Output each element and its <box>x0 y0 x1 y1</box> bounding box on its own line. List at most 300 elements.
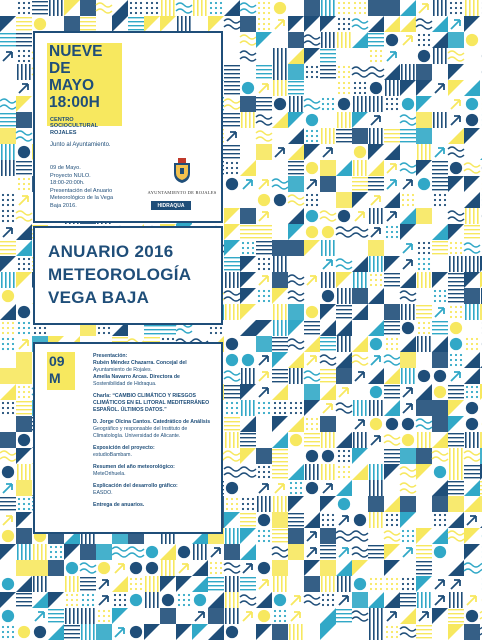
pattern-shape <box>2 626 4 628</box>
pattern-shape <box>7 210 9 212</box>
pattern-shape <box>224 99 240 109</box>
pattern-shape <box>461 464 463 480</box>
pattern-shape <box>338 476 340 478</box>
pattern-shape <box>268 23 270 25</box>
pattern-shape <box>380 578 382 580</box>
pattern-shape <box>263 258 265 260</box>
pattern-shape <box>243 180 252 189</box>
pattern-shape <box>258 300 260 302</box>
pattern-shape <box>226 482 238 494</box>
pattern-shape <box>0 16 16 32</box>
pattern-shape <box>224 77 240 78</box>
pattern-shape <box>320 69 336 70</box>
pattern-shape <box>444 300 446 302</box>
pattern-shape <box>368 553 384 554</box>
pattern-shape <box>128 17 144 18</box>
pattern-shape <box>457 448 459 464</box>
pattern-shape <box>0 509 16 510</box>
pattern-shape <box>18 2 20 4</box>
pattern-shape <box>112 0 128 16</box>
pattern-shape <box>428 332 430 334</box>
pattern-shape <box>416 400 432 416</box>
pattern-shape <box>365 160 367 176</box>
pattern-shape <box>416 448 432 464</box>
pattern-shape <box>144 333 160 334</box>
pattern-shape <box>439 300 441 302</box>
pattern-shape <box>73 576 75 592</box>
pattern-shape <box>18 258 20 260</box>
pattern-shape <box>115 564 124 573</box>
pattern-shape <box>386 108 388 110</box>
pattern-shape <box>242 498 244 500</box>
pattern-shape <box>215 332 217 334</box>
pattern-shape <box>18 7 20 9</box>
pattern-shape <box>423 44 425 46</box>
pattern-shape <box>2 578 14 590</box>
detail-line: Presentación del Anuario <box>50 187 113 194</box>
pattern-shape <box>435 308 444 317</box>
pattern-shape <box>306 482 318 494</box>
pattern-shape <box>332 604 334 606</box>
pattern-shape <box>417 144 419 160</box>
pattern-shape <box>400 141 416 142</box>
pattern-shape <box>16 165 32 166</box>
pattern-shape <box>2 327 4 329</box>
pattern-shape <box>421 144 423 160</box>
pattern-shape <box>119 599 121 601</box>
pattern-shape <box>240 3 256 13</box>
pattern-shape <box>444 295 446 297</box>
pattern-shape <box>336 192 352 208</box>
pattern-shape <box>210 332 212 334</box>
pattern-shape <box>295 402 297 404</box>
pattern-shape <box>224 113 240 114</box>
pattern-shape <box>9 144 11 160</box>
pattern-shape <box>434 386 446 398</box>
pattern-shape <box>370 338 382 350</box>
pattern-shape <box>253 112 255 128</box>
pattern-shape <box>428 247 430 249</box>
pattern-shape <box>307 548 316 557</box>
pattern-shape <box>400 291 416 301</box>
pattern-shape <box>416 561 432 562</box>
pattern-shape <box>412 204 414 206</box>
pattern-shape <box>322 604 324 606</box>
pattern-shape <box>336 227 352 237</box>
pattern-shape <box>240 521 256 522</box>
pattern-shape <box>354 82 356 84</box>
pattern-shape <box>28 263 30 265</box>
pattern-shape <box>354 2 356 4</box>
pattern-shape <box>337 576 339 592</box>
pattern-shape <box>450 306 452 308</box>
pattern-shape <box>304 371 320 381</box>
program-line: Amelia Navarro Arcas. Directora de <box>93 374 180 381</box>
pattern-shape <box>371 436 380 445</box>
pattern-shape <box>288 176 304 192</box>
pattern-shape <box>400 496 416 512</box>
pattern-shape <box>304 0 320 16</box>
pattern-shape <box>416 419 432 429</box>
pattern-shape <box>466 418 478 430</box>
pattern-shape <box>169 0 171 16</box>
pattern-shape <box>256 233 272 234</box>
pattern-shape <box>337 288 339 304</box>
pattern-shape <box>377 512 379 528</box>
pattern-shape <box>455 354 457 356</box>
pattern-shape <box>359 92 361 94</box>
pattern-shape <box>151 2 153 4</box>
pattern-shape <box>402 583 404 585</box>
pattern-shape <box>272 377 288 378</box>
pattern-shape <box>316 71 318 73</box>
pattern-shape <box>441 48 443 64</box>
pattern-shape <box>64 633 80 634</box>
pattern-shape <box>457 592 459 608</box>
pattern-shape <box>352 547 368 557</box>
pattern-shape <box>460 247 462 249</box>
pattern-shape <box>403 260 412 269</box>
pattern-shape <box>215 572 217 574</box>
pattern-shape <box>320 320 336 336</box>
pattern-shape <box>396 103 398 105</box>
pattern-shape <box>329 464 331 480</box>
pattern-shape <box>370 82 382 94</box>
pattern-shape <box>375 284 377 286</box>
pattern-shape <box>37 576 39 592</box>
pattern-shape <box>81 608 83 624</box>
pattern-shape <box>423 247 425 249</box>
pattern-shape <box>434 300 436 302</box>
pattern-shape <box>444 290 446 292</box>
pattern-shape <box>23 332 25 334</box>
pattern-shape <box>369 464 371 480</box>
pattern-shape <box>352 448 368 464</box>
pattern-shape <box>161 0 163 16</box>
pattern-shape <box>273 496 275 512</box>
pattern-shape <box>332 103 334 105</box>
pattern-shape <box>365 96 367 112</box>
pattern-shape <box>365 400 367 416</box>
pattern-shape <box>400 483 416 493</box>
date-line: NUEVE <box>49 43 103 60</box>
pattern-shape <box>396 636 398 638</box>
pattern-shape <box>306 140 308 142</box>
pattern-shape <box>259 356 268 365</box>
pattern-shape <box>389 80 391 96</box>
pattern-shape <box>337 336 339 352</box>
pattern-shape <box>370 578 372 580</box>
pattern-shape <box>435 148 444 157</box>
pattern-shape <box>1 144 3 160</box>
pattern-shape <box>355 212 364 221</box>
pattern-shape <box>343 92 345 94</box>
pattern-shape <box>437 112 439 128</box>
pattern-shape <box>256 69 272 70</box>
pattern-shape <box>285 48 287 64</box>
pattern-shape <box>321 432 323 448</box>
pattern-shape <box>285 80 287 96</box>
pattern-shape <box>259 212 268 221</box>
pattern-shape <box>405 304 407 320</box>
pattern-shape <box>343 76 345 78</box>
pattern-shape <box>332 599 334 601</box>
pattern-shape <box>240 96 256 112</box>
pattern-shape <box>416 128 432 144</box>
pattern-shape <box>397 80 399 96</box>
pattern-shape <box>13 272 15 288</box>
pattern-shape <box>144 325 160 326</box>
pattern-shape <box>233 304 235 320</box>
pattern-shape <box>247 247 249 249</box>
pattern-shape <box>165 0 167 16</box>
pattern-shape <box>258 562 270 574</box>
pattern-shape <box>464 243 480 253</box>
pattern-shape <box>412 535 414 537</box>
program-label: Explicación del desarrollo gráfico: <box>93 483 178 490</box>
pattern-shape <box>305 464 307 480</box>
pattern-shape <box>307 180 316 189</box>
pattern-shape <box>229 592 231 608</box>
pattern-shape <box>322 599 324 601</box>
pattern-shape <box>103 620 105 622</box>
pattern-shape <box>352 256 368 272</box>
pattern-shape <box>114 599 116 601</box>
pattern-shape <box>322 594 324 596</box>
pattern-shape <box>373 512 375 528</box>
pattern-shape <box>416 208 432 224</box>
pattern-shape <box>320 53 336 54</box>
pattern-shape <box>386 626 388 628</box>
pattern-shape <box>135 583 137 585</box>
pattern-shape <box>384 277 400 278</box>
pattern-shape <box>16 240 32 256</box>
pattern-shape <box>25 464 27 480</box>
pattern-shape <box>307 356 316 365</box>
pattern-shape <box>16 605 32 606</box>
pattern-shape <box>297 368 299 384</box>
pattern-shape <box>370 588 372 590</box>
pattern-shape <box>268 263 270 265</box>
pattern-shape <box>226 167 228 169</box>
pattern-shape <box>384 385 400 386</box>
pattern-shape <box>343 450 345 452</box>
pattern-shape <box>304 329 320 330</box>
pattern-shape <box>444 199 446 201</box>
pattern-shape <box>338 210 350 222</box>
pattern-shape <box>341 32 343 48</box>
pattern-shape <box>384 256 400 272</box>
pattern-shape <box>69 608 71 624</box>
pattern-shape <box>352 67 368 77</box>
pattern-shape <box>272 547 288 557</box>
pattern-shape <box>321 272 323 288</box>
pattern-shape <box>0 121 16 122</box>
program-line: estudioBambam. <box>93 452 132 459</box>
pattern-shape <box>231 498 233 500</box>
pattern-shape <box>352 112 368 128</box>
pattern-shape <box>325 576 327 592</box>
pattern-shape <box>28 503 30 505</box>
pattern-shape <box>329 240 331 256</box>
pattern-shape <box>316 66 318 68</box>
pattern-shape <box>242 354 254 366</box>
pattern-shape <box>320 549 336 550</box>
pattern-shape <box>402 194 404 196</box>
pattern-shape <box>231 508 233 510</box>
pattern-shape <box>352 177 368 178</box>
pattern-shape <box>268 402 270 404</box>
pattern-shape <box>469 432 471 448</box>
pattern-shape <box>396 524 398 526</box>
pattern-shape <box>354 514 366 526</box>
pattern-shape <box>473 208 475 224</box>
pattern-shape <box>146 562 158 574</box>
pattern-shape <box>386 236 388 238</box>
pattern-shape <box>258 2 260 4</box>
pattern-shape <box>80 589 96 590</box>
pattern-shape <box>240 16 256 32</box>
pattern-shape <box>333 432 335 448</box>
pattern-shape <box>18 268 20 270</box>
pattern-shape <box>332 514 334 516</box>
pattern-shape <box>25 544 27 560</box>
pattern-shape <box>258 12 260 14</box>
pattern-shape <box>417 432 419 448</box>
pattern-shape <box>421 272 423 288</box>
pattern-shape <box>16 401 32 402</box>
pattern-shape <box>249 368 251 384</box>
pattern-shape <box>448 289 464 290</box>
pattern-shape <box>258 407 260 409</box>
pattern-shape <box>268 471 270 473</box>
pattern-shape <box>231 402 233 404</box>
pattern-shape <box>407 535 409 537</box>
pattern-shape <box>435 580 444 589</box>
pattern-shape <box>256 249 272 250</box>
pattern-shape <box>5 272 7 288</box>
pattern-shape <box>400 272 416 288</box>
pattern-shape <box>240 467 256 477</box>
pattern-shape <box>259 84 268 93</box>
pattern-shape <box>391 236 393 238</box>
pattern-shape <box>258 268 260 270</box>
pattern-shape <box>396 236 398 238</box>
pattern-shape <box>464 288 480 304</box>
pattern-shape <box>369 480 371 496</box>
pattern-shape <box>321 128 323 144</box>
pattern-shape <box>252 252 254 254</box>
pattern-shape <box>428 252 430 254</box>
pattern-shape <box>99 580 108 589</box>
pattern-shape <box>130 588 132 590</box>
pattern-shape <box>306 450 318 462</box>
pattern-shape <box>2 412 4 414</box>
pattern-shape <box>341 288 343 304</box>
pattern-shape <box>275 148 284 157</box>
pattern-shape <box>18 391 20 393</box>
pattern-shape <box>453 592 455 608</box>
pattern-shape <box>181 16 183 32</box>
pattern-shape <box>466 114 478 126</box>
pattern-shape <box>416 528 432 544</box>
pattern-shape <box>368 549 384 550</box>
pattern-shape <box>210 12 212 14</box>
pattern-shape <box>172 338 174 340</box>
pattern-shape <box>162 338 164 340</box>
pattern-shape <box>272 457 288 458</box>
title-line: ANUARIO 2016 <box>48 242 174 261</box>
pattern-shape <box>281 80 283 96</box>
pattern-shape <box>320 381 336 382</box>
pattern-shape <box>256 245 272 246</box>
pattern-shape <box>450 354 452 356</box>
pattern-shape <box>365 272 367 288</box>
pattern-shape <box>384 325 400 326</box>
pattern-shape <box>0 249 16 250</box>
pattern-shape <box>450 338 462 350</box>
pattern-shape <box>369 512 371 528</box>
pattern-shape <box>313 464 315 480</box>
pattern-shape <box>354 12 356 14</box>
pattern-shape <box>7 194 9 196</box>
pattern-shape <box>336 560 352 576</box>
pattern-shape <box>240 229 256 230</box>
pattern-shape <box>32 9 48 10</box>
pattern-shape <box>272 461 288 462</box>
pattern-shape <box>291 596 300 605</box>
pattern-shape <box>301 368 303 384</box>
pattern-shape <box>224 89 240 90</box>
pattern-shape <box>183 594 185 596</box>
pattern-shape <box>460 12 462 14</box>
pattern-shape <box>476 386 478 388</box>
hidraqua-label: HIDRAQUA <box>157 202 185 209</box>
pattern-shape <box>338 28 340 30</box>
pattern-shape <box>377 624 379 640</box>
pattern-shape <box>210 572 212 574</box>
pattern-shape <box>391 514 393 516</box>
pattern-shape <box>258 23 260 25</box>
pattern-shape <box>386 519 388 521</box>
pattern-shape <box>425 432 427 448</box>
pattern-shape <box>368 368 384 384</box>
pattern-shape <box>338 18 340 20</box>
pattern-shape <box>368 144 384 160</box>
pattern-shape <box>434 514 436 516</box>
pattern-shape <box>16 21 32 22</box>
pattern-shape <box>384 321 400 322</box>
pattern-shape <box>432 161 448 162</box>
pattern-shape <box>201 0 203 16</box>
pattern-shape <box>316 140 318 142</box>
pattern-shape <box>416 565 432 566</box>
program-line: Rubén Méndez Chazarra. Concejal del <box>93 360 187 367</box>
pattern-shape <box>370 60 372 62</box>
pattern-shape <box>370 55 372 57</box>
pattern-shape <box>338 66 340 68</box>
pattern-shape <box>396 231 398 233</box>
pattern-shape <box>2 199 4 201</box>
pattern-shape <box>256 101 272 102</box>
pattern-shape <box>258 290 260 292</box>
pattern-shape <box>460 364 462 366</box>
pattern-shape <box>193 544 195 560</box>
pattern-shape <box>336 403 352 413</box>
pattern-shape <box>293 624 295 640</box>
pattern-shape <box>268 295 270 297</box>
pattern-shape <box>343 471 345 473</box>
